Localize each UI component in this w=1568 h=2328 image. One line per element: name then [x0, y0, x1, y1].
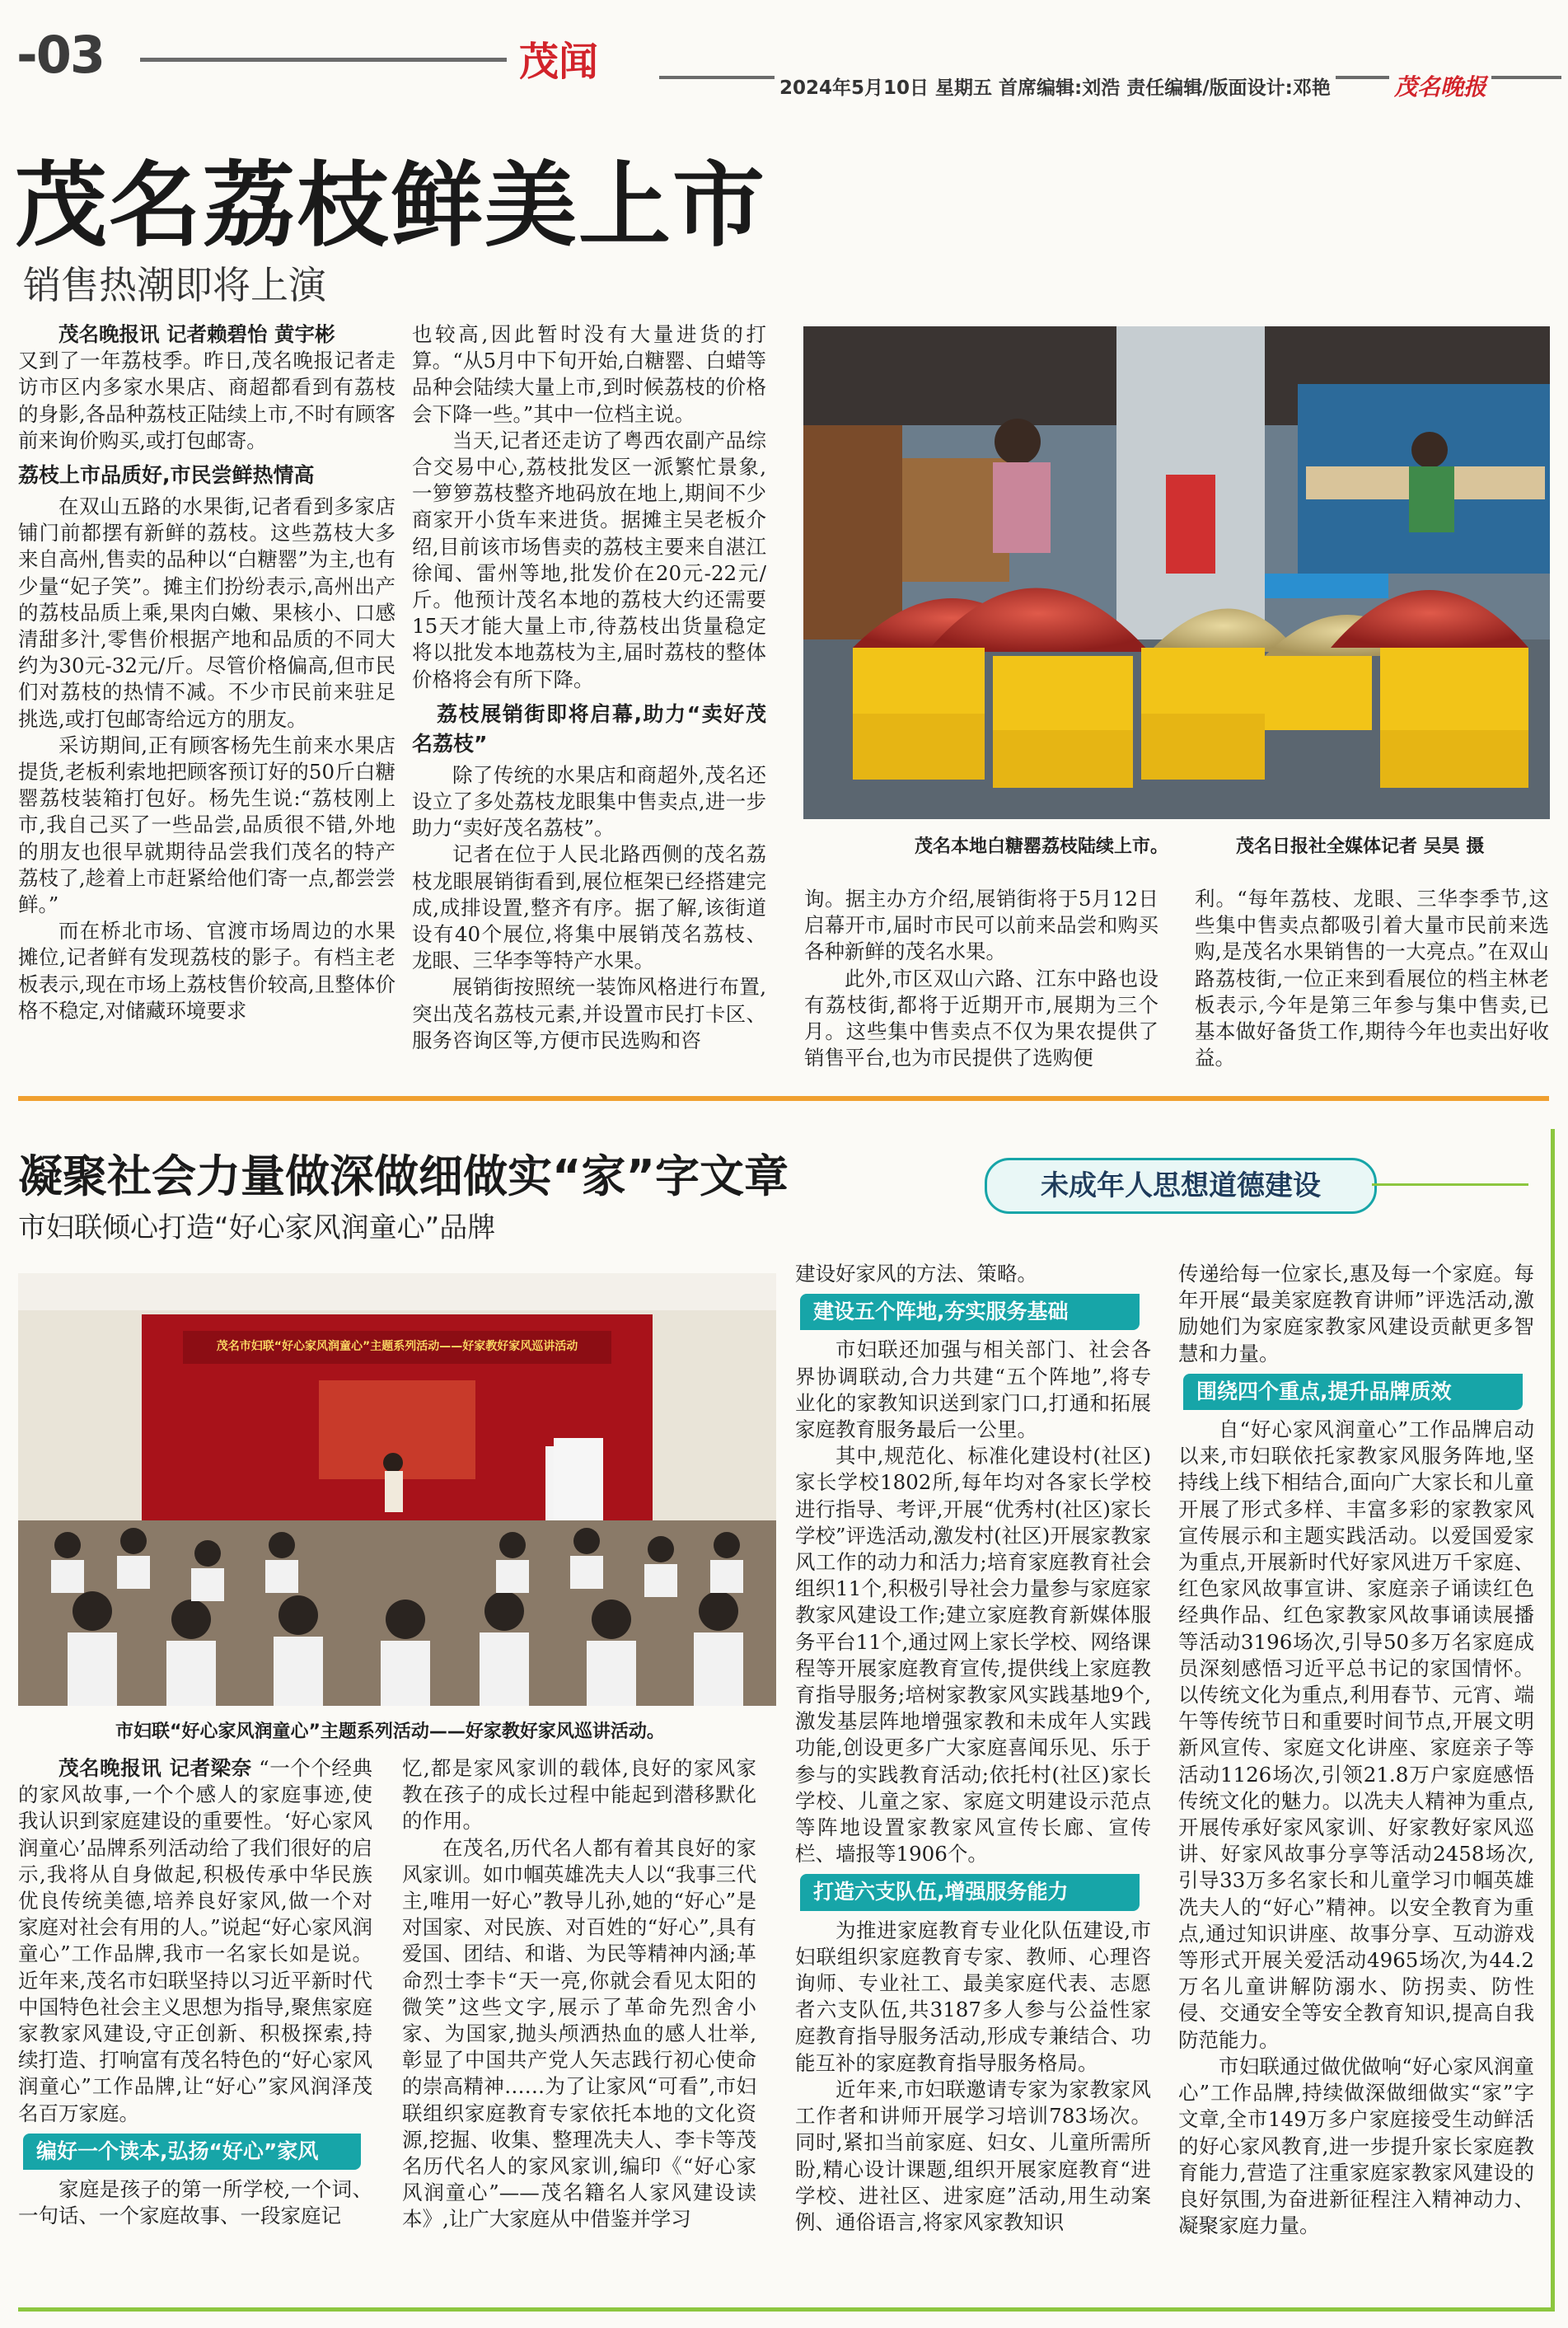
lecture-photo [18, 1273, 776, 1706]
article2-byline: 茂名晚报讯 记者梁奈 [59, 1756, 252, 1780]
article2-lead: “一个个经典的家风故事,一个个感人的家庭事迹,使我认识到家庭建设的重要性。‘好心家风润童心’品牌系列活动给了我们很好的启示,我将从自身做起,积极传承中华民族优良传统美德,培养良好家风,做一个对家庭对社会有用的人。”说起“好心家风润童心”工作品牌,我市一名家长如是说。近年来,茂名市妇联坚持以习近平新时代中国特色社会主义思想为指导,聚焦家庭家教家风建设,守正创新、积极探索,持续打造、打响富有茂名特色的“好心家风润童心”工作品牌,让“好心”家风润泽茂名百万家庭。 [18, 1756, 372, 2125]
article2-paragraph: 传递给每一位家长,惠及每一个家庭。每年开展“最美家庭教育讲师”评选活动,激励她们为家庭家教家风建设贡献更多智慧和力量。 [1178, 1262, 1534, 1365]
column-tag [985, 1158, 1377, 1214]
masthead [0, 0, 1568, 99]
article1-paragraph: 询。据主办方介绍,展销街将于5月12日启幕开市,届时市民可以前来品尝和购买各种新鲜的茂名水果。 [804, 887, 1158, 964]
article1-paragraph: 记者在位于人民北路西侧的茂名荔枝龙眼展销街看到,展位框架已经搭建完成,成排设置,整齐有序。据了解,该街道设有40个展位,将集中展销茂名荔枝、龙眼、三华李等特产水果。 [412, 842, 766, 973]
article2-paragraph: 忆,都是家风家训的载体,良好的家风家教在孩子的成长过程中能起到潜移默化的作用。 [402, 1756, 756, 1834]
article1-subtitle: 销售热潮即将上演 [23, 263, 326, 307]
article1-section1-heading: 荔枝上市品质好,市民尝鲜热情高 [18, 463, 315, 488]
article2-subtitle: 市妇联倾心打造“好心家风润童心”品牌 [18, 1211, 496, 1244]
article1-paragraph: 在双山五路的水果街,记者看到多家店铺门前都摆有新鲜的荔枝。这些荔枝大多来自高州,售卖的品种以“白糖罂”为主,也有少量“妃子笑”。摊主们扮纷表示,高州出产的荔枝品质上乘,果肉白嫩、果核小、口感清甜多汁,零售价根据产地和品质的不同大约为30元-32元/斤。尽管价格偏高,但市民们对荔枝的热情不减。不少市民前来驻足挑选,或打包邮寄给远方的朋友。 [18, 494, 396, 731]
article2-bar-heading: 围绕四个重点,提升品牌质效 [1183, 1374, 1523, 1410]
article2-paragraph: 市妇联还加强与相关部门、社会各界协调联动,合力共建“五个阵地”,将专业化的家教知识送到家门口,打通和拓展家庭教育服务最后一公里。 [795, 1337, 1151, 1442]
article1-paragraph: 利。“每年荔枝、龙眼、三华李季节,这些集中售卖点都吸引着大量市民前来选购,是茂名水果销售的一大亮点。”在双山路荔枝街,一位正来到看展位的档主林老板表示,今年是第三年参与集中售卖,已基本做好备货工作,期待今年也卖出好收益。 [1195, 887, 1549, 1070]
article2-bar-heading: 编好一个读本,弘扬“好心”家风 [23, 2134, 361, 2170]
article1-title: 茂名荔枝鲜美上市 [15, 152, 766, 260]
article2-title: 凝聚社会力量做深做细做实“家”字文章 [18, 1150, 789, 1202]
article2-photo-caption: 市妇联“好心家风润童心”主题系列活动——好家教好家风巡讲活动。 [115, 1721, 665, 1742]
article2-paragraph: 市妇联通过做优做响“好心家风润童心”工作品牌,持续做深做细做实“家”字文章,全市149万多户家庭接受生动鲜活的好心家风教育,进一步提升家长家庭教育能力,营造了注重家庭家教家风建设的良好氛围,为奋进新征程注入精神动力、凝聚家庭力量。 [1178, 2054, 1534, 2238]
article1-column-3 [804, 886, 1158, 1075]
article1-paragraph: 而在桥北市场、官渡市场周边的水果摊位,记者鲜有发现荔枝的影子。有档主老板表示,现在市场上荔枝售价较高,且整体价格不稳定,对储藏环境要求 [18, 919, 396, 1023]
article2-paragraph: 为推进家庭教育专业化队伍建设,市妇联组织家庭教育专家、教师、心理咨询师、专业社工、最美家庭代表、志愿者六支队伍,共3187多人参与公益性家庭教育指导服务活动,形成专兼结合、功能互补的家庭教育指导服务格局。 [795, 1918, 1151, 2075]
article1-section2-heading: 荔枝展销街即将启幕,助力“卖好茂名荔枝” [412, 701, 766, 756]
article1-byline: 茂名晚报讯 记者赖碧怡 黄宇彬 [59, 322, 335, 346]
article1-lead: 又到了一年荔枝季。昨日,茂名晚报记者走访市区内多家水果店、商超都看到有荔枝的身影,各品种荔枝正陆续上市,不时有顾客前来询价购买,或打包邮寄。 [18, 349, 396, 452]
masthead-rule-left [140, 58, 507, 62]
column-tag-label: 未成年人思想道德建设 [1041, 1169, 1321, 1202]
article2-column-3 [795, 1261, 1151, 2306]
photo-banner-text: 茂名市妇联“好心家风润童心”主题系列活动——好家教好家风巡讲活动 [216, 1340, 578, 1353]
page-number: -03 [16, 25, 105, 85]
article1-paragraph: 也较高,因此暂时没有大量进货的打算。“从5月中下旬开始,白糖罂、白蜡等品种会陆续大量上市,到时候荔枝的价格会下降一些。”其中一位档主说。 [412, 322, 766, 426]
article2-paragraph: 在茂名,历代名人都有着其良好的家风家训。如巾帼英雄冼夫人以“我事三代主,唯用一好心”教导儿孙,她的“好心”是对国家、对民族、对百姓的“好心”,具有爱国、团结、和谐、为民等精神内涵;革命烈士李卡“天一亮,你就会看见太阳的微笑”这些文字,展示了革命先烈舍小家、为国家,抛头颅洒热血的感人壮举,彰显了中国共产党人矢志践行初心使命的崇高精神……为了让家风“可看”,市妇联组织家庭教育专家依托本地的文化资源,挖掘、收集、整理冼夫人、李卡等茂名历代名人的家风家训,编印《“好心家风润童心”——茂名籍名人家风建设读本》,让广大家庭从中借鉴并学习 [402, 1835, 756, 2232]
article2-paragraph: 建设好家风的方法、策略。 [795, 1262, 1037, 1286]
tag-rule [1372, 1183, 1528, 1186]
article1-photo-credit: 茂名日报社全媒体记者 吴昊 摄 [1236, 836, 1485, 857]
article1-column-4 [1195, 886, 1549, 1075]
article1-paragraph: 当天,记者还走访了粤西农副产品综合交易中心,荔枝批发区一派繁忙景象,一箩箩荔枝整齐地码放在地上,期间不少商家开小货车来进货。据摊主吴老板介绍,目前该市场售卖的荔枝主要来自湛江徐闻、雷州等地,批发价在20元-22元/斤。他预计茂名本地的荔枝大约还需要15天才能大量上市,待荔枝出货量稳定将以批发本地荔枝为主,届时荔枝的整体价格将会有所下降。 [412, 428, 766, 691]
article2-bar-heading: 打造六支队伍,增强服务能力 [800, 1874, 1140, 1910]
article1-column-1 [18, 321, 396, 1071]
article2-paragraph: 家庭是孩子的第一所学校,一个词、一句话、一个家庭故事、一段家庭记 [18, 2177, 372, 2228]
article2-paragraph: 近年来,市妇联邀请专家为家教家风工作者和讲师开展学习培训783场次。同时,紧扣当前家庭、妇女、儿童所需所盼,精心设计课题,组织开展家庭教育“进学校、进社区、进家庭”活动,用生动案例、通俗语言,将家风家教知识 [795, 2077, 1151, 2234]
article1-paragraph: 除了传统的水果店和商超外,茂名还设立了多处荔枝龙眼集中售卖点,进一步助力“卖好茂名荔枝”。 [412, 762, 766, 841]
article1-photo-caption: 茂名本地白糖罂荔枝陆续上市。 [915, 836, 1169, 857]
section-label: 茂闻 [519, 39, 599, 85]
article2-bar-heading: 建设五个阵地,夯实服务基础 [800, 1294, 1140, 1330]
lychee-market-illustration [803, 326, 1550, 819]
article2-paragraph: 自“好心家风润童心”工作品牌启动以来,市妇联依托家教家风服务阵地,坚持线上线下相结合,面向广大家长和儿童开展了形式多样、丰富多彩的家教家风宣传展示和主题实践活动。以爱国爱家为重点,开展新时代好家风进万千家庭、红色家风故事宣讲、家庭亲子诵读红色经典作品、红色家教家风故事诵读展播等活动3196场次,引导50多万名家庭成员深刻感悟习近平总书记的家国情怀。以传统文化为重点,利用春节、元宵、端午等传统节日和重要时间节点,开展文明新风宣传、家庭文化讲座、家庭亲子等活动1126场次,引领21.8万户家庭感悟传统文化的魅力。以冼夫人精神为重点,开展传承好家风家训、好家教好家风巡讲、好家风故事分享等活动2458场次,引导33万多名家长和儿童学习巾帼英雄冼夫人的“好心”精神。以安全教育为重点,通过知识讲座、故事分享、互动游戏等形式开展关爱活动4965场次,为44.2万名儿童讲解防溺水、防拐卖、防性侵、交通安全等安全教育知识,提高自我防范能力。 [1178, 1417, 1534, 2052]
article2-column-2 [402, 1755, 756, 2306]
article1-paragraph: 展销街按照统一装饰风格进行布置,突出茂名荔枝元素,并设置市民打卡区、服务咨询区等,方便市民选购和咨 [412, 975, 766, 1052]
paper-logo: 茂名晚报 [1389, 69, 1491, 102]
article1-column-2 [412, 321, 766, 1071]
article2-column-1 [18, 1755, 372, 2306]
article2-paragraph: 其中,规范化、标准化建设村(社区)家长学校1802所,每年均对各家长学校进行指导、考评,开展“优秀村(社区)家长学校”评选活动,激发村(社区)开展家教家风工作的动力和活力;培育家庭教育社会组织11个,积极引导社会力量参与家庭家教家风建设工作;建立家庭教育新媒体服务平台11个,通过网上家长学校、网络课程等开展家庭教育宣传,提供线上家庭教育指导服务;培树家教家风实践基地9个,激发基层阵地增强家教和未成年人实践功能,创设更多广大家庭喜闻乐见、乐于参与的实践教育活动;依托村(社区)家长学校、儿童之家、家庭文明建设示范点等阵地设置家教家风宣传长廊、宣传栏、墙报等1906个。 [795, 1444, 1151, 1867]
date-line: 2024年5月10日 星期五 首席编辑:刘浩 责任编辑/版面设计:邓艳 [775, 73, 1336, 100]
article2-column-4 [1178, 1261, 1534, 2306]
article1-paragraph: 采访期间,正有顾客杨先生前来水果店提货,老板利索地把顾客预订好的50斤白糖罂荔枝装箱打包好。杨先生说:“荔枝刚上市,我自己买了一些品尝,品质很不错,外地的朋友也很早就期待品尝我们茂名的特产荔枝了,趁着上市赶紧给他们寄一点,都尝尝鲜。” [18, 733, 396, 917]
section-divider [18, 1096, 1549, 1101]
article1-paragraph: 此外,市区双山六路、江东中路也设有荔枝街,都将于近期开市,展期为三个月。这些集中售卖点不仅为果农提供了销售平台,也为市民提供了选购便 [804, 966, 1158, 1070]
lychee-market-photo [803, 326, 1550, 819]
green-frame-bottom [18, 2307, 1555, 2312]
